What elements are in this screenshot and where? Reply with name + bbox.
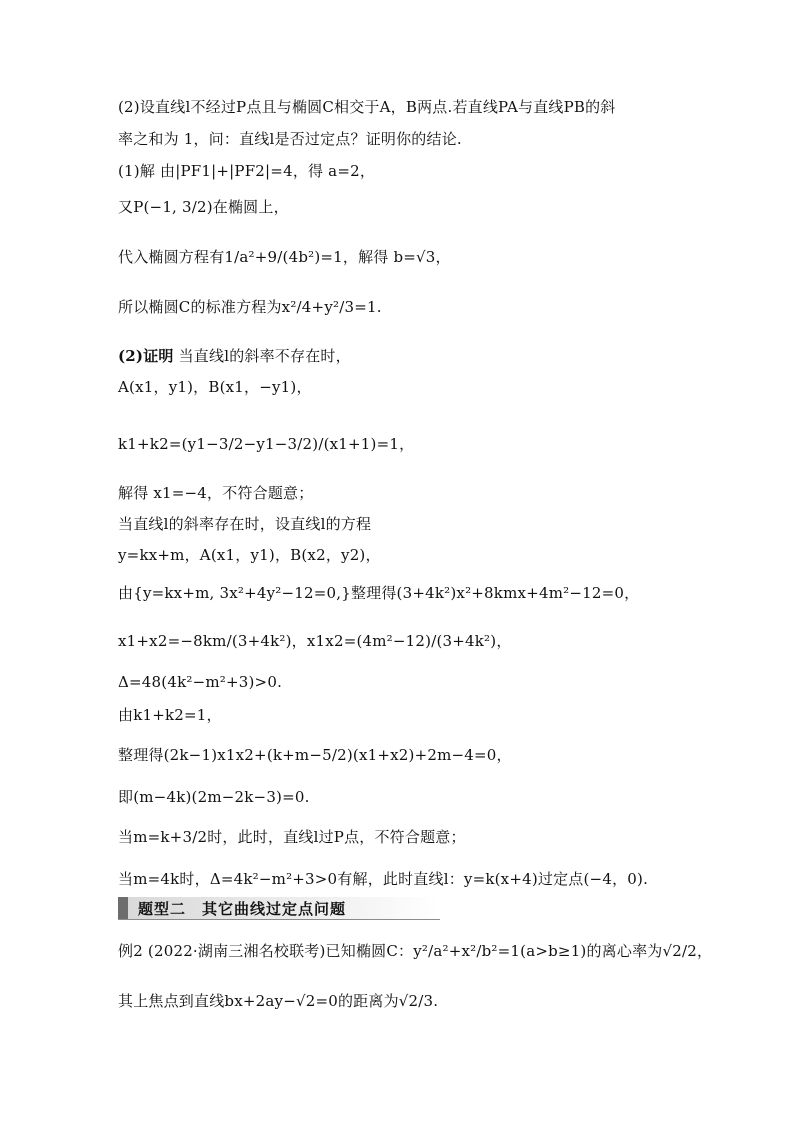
- section-title: 题型二 其它曲线过定点问题: [138, 900, 347, 918]
- part1-label: (1)解: [118, 162, 156, 180]
- section-header: [118, 897, 440, 920]
- solution-line-1: [118, 160, 375, 182]
- example-line-1: 例2 (2022·湖南三湘名校联考)已知椭圆C：y²/a²+x²/b²=1(a>b≥1)的离心率为√2/2，: [118, 942, 713, 960]
- solution-line-17: 当m=k+3/2时，此时，直线l过P点，不符合题意；: [118, 828, 466, 846]
- example-line-2: 其上焦点到直线bx+2ay−√2=0的距离为√2/3.: [118, 992, 439, 1010]
- part1-text: 由|PF1|+|PF2|=4，得 a=2，: [160, 162, 376, 180]
- part2-text: 当直线l的斜率不存在时，: [178, 347, 351, 365]
- solution-line-6: A(x1，y1)，B(x1，−y1)，: [118, 378, 312, 396]
- solution-line-14: 由k1+k2=1，: [118, 706, 222, 724]
- solution-line-5: [118, 345, 351, 367]
- solution-line-11: 由{y=kx+m, 3x²+4y²−12=0,}整理得(3+4k²)x²+8kmx+4m²−12=0，: [118, 584, 640, 602]
- solution-line-18: 当m=4k时，Δ=4k²−m²+3>0有解，此时直线l：y=k(x+4)过定点(−4，0).: [118, 870, 649, 888]
- solution-line-9: 当直线l的斜率存在时，设直线l的方程: [118, 515, 372, 533]
- solution-line-16: 即(m−4k)(2m−2k−3)=0.: [118, 788, 310, 806]
- part2-label: (2)证明: [118, 347, 174, 365]
- solution-line-2: 又P(−1, 3/2)在椭圆上，: [118, 198, 289, 216]
- solution-line-8: 解得 x1=−4，不符合题意；: [118, 484, 314, 502]
- solution-line-13: Δ=48(4k²−m²+3)>0.: [118, 673, 283, 691]
- solution-line-12: x1+x2=−8km/(3+4k²)，x1x2=(4m²−12)/(3+4k²)，: [118, 632, 512, 650]
- solution-line-3: 代入椭圆方程有1/a²+9/(4b²)=1，解得 b=√3，: [118, 248, 451, 266]
- problem-part2-line2: 率之和为 1，问：直线l是否过定点？证明你的结论.: [118, 130, 462, 148]
- solution-line-10: y=kx+m，A(x1，y1)，B(x2，y2)，: [118, 546, 381, 564]
- solution-line-4: 所以椭圆C的标准方程为x²/4+y²/3=1.: [118, 298, 382, 316]
- problem-part2-line1: (2)设直线l不经过P点且与椭圆C相交于A，B两点.若直线PA与直线PB的斜: [118, 98, 616, 116]
- solution-line-7: k1+k2=(y1−3/2−y1−3/2)/(x1+1)=1，: [118, 435, 415, 453]
- section-header-accent: [118, 897, 128, 919]
- solution-line-15: 整理得(2k−1)x1x2+(k+m−5/2)(x1+x2)+2m−4=0，: [118, 746, 512, 764]
